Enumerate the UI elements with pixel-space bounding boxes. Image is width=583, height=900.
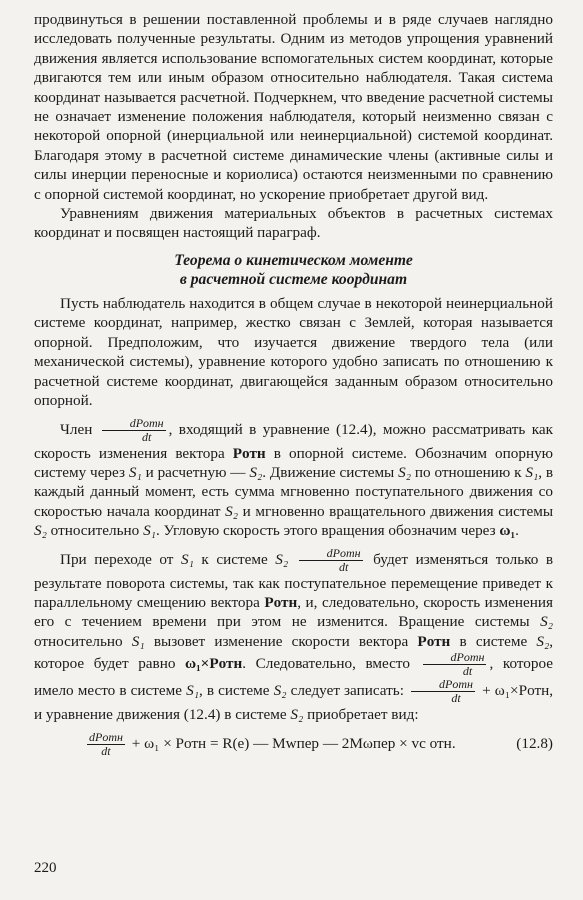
text-run: , которое имело место в системе [34,655,553,700]
heading-line-2: в расчетной системе координат [179,271,408,289]
text-run: в опорной системе. Обозначим опорную систему через [34,444,554,481]
fraction-denominator: dt [141,429,152,444]
heading-line-1: Теорема о кинетическом моменте [174,251,413,269]
fraction-dp-dt [423,651,487,678]
equation-12-8 [34,731,553,758]
text-run: относительно [34,632,123,650]
fraction-numerator: dPотн [423,651,487,665]
paragraph-2: Уравнениям движения материальных объектов в расчетных системах координат и посвящен настоящий параграф. [34,205,553,242]
text-run: будет изменяться только в результате поворота системы, так как поступательное перемещение приведет к параллельному смещению вектора [34,550,554,611]
vector-symbol: Pотн [264,593,298,611]
paragraph-1: продвинуться в решении поставленной проблемы и в ряде случаев наглядно исследовать полученные результаты. Одним из методов упрощения уравнений движения является использование вспомогательных систем координат, которые двигаются тем или иным образом относительно наблюдателя. Такая система координат называется расчетной. Подчеркнем, что введение расчетной системы не означает изменение положения наблюдателя, который неизменно связан с некоторой опорной (инерциальной или неинерциальной) системой координат. Благодаря этому в расчетной системе динамические члены (активные силы и силы инерции переносные и кориолиса) остаются неизменными по сравнению с опорной системой координат, но ускорение приобретает другой вид. [34,11,553,203]
text-run: по отношению к [414,463,522,481]
vector-symbol: Pотн [232,444,266,462]
fraction-numerator: dPотн [89,729,123,744]
math-symbol: S₂ [34,522,47,540]
math-symbol: S₁ [128,463,142,481]
math-symbol: S₁ [186,682,199,700]
text-run: , входящий в уравнение (12.4), можно рассматривать как скорость изменения вектора [34,420,553,462]
text-run: . Следовательно, вместо [242,655,410,673]
text-run: вызовет изменение скорости вектора [153,632,409,650]
math-symbol: S₂ [273,682,287,700]
text-run: и мгновенно вращательного движения системы [242,502,554,520]
fraction-numerator: dPотн [299,547,363,561]
body-text [34,10,553,758]
math-symbol: S₂ [249,463,263,481]
fraction-dp-dt [411,678,475,705]
math-symbol: S₁ [181,550,194,568]
text-run: . [515,522,519,540]
text-run: , и, следовательно, скорость изменения его с течением времени при этом не изменится. Вращение системы [34,593,554,631]
math-symbol: S₂ [398,463,412,481]
text-run: , в системе [198,682,270,700]
text-run: Член [60,420,93,438]
fraction-denominator: dt [101,743,111,758]
vector-symbol: Pотн [417,632,451,650]
math-symbol: S₂ [536,632,550,650]
math-symbol: S₁ [131,632,145,650]
fraction-denominator: dt [451,691,461,706]
text-run: . Угловую скорость этого вращения обозначим через [155,522,496,540]
text-run: в системе [459,632,528,650]
text-run: . Движение системы [262,463,395,481]
text-run: + ω₁×Pотн, и уравнение движения (12.4) в системе [34,682,554,724]
fraction-dp-dt [299,547,363,574]
section-heading [34,251,553,290]
page-number: 220 [34,860,57,876]
math-symbol: S₂ [290,706,304,724]
text-run: к системе [201,550,268,568]
fraction-denominator: dt [338,559,349,574]
math-symbol: S₁ [525,463,539,481]
fraction-dp-dt [87,731,125,758]
paragraph-5 [34,547,553,725]
fraction-numerator: dPотн [102,417,166,431]
text-run: , в каждый данный момент, есть сумма мгновенно поступательного движения со скоростью начала координат [34,463,554,520]
equation-body [34,731,456,758]
equation-rhs: + ω₁ × Pотн = R(e) — Mwпер — 2Mωпер × vc отн. [131,734,456,752]
vector-product: ω₁×Pотн [185,655,243,673]
vector-symbol: ω₁ [499,522,516,540]
fraction-numerator: dPотн [411,678,475,692]
paragraph-3: Пусть наблюдатель находится в общем случае в некоторой неинерциальной системе координат, например, жестко связан с Землей, которая называется опорной. Предположим, что изучается движение твердого тела (или механической системы), уравнение которого удобно записать по отношению к расчетной системе координат, двигающейся заданным образом относительно опорной. [34,295,553,410]
math-symbol: S₁ [143,522,156,540]
text-run: , которое будет равно [34,632,554,673]
text-run: приобретает вид: [307,706,419,724]
text-run: При переходе от [60,550,174,568]
fraction-dp-dt [102,417,166,444]
text-run: следует записать: [290,682,404,700]
math-symbol: S₂ [225,502,239,520]
fraction-denominator: dt [462,664,473,679]
equation-number: (12.8) [516,735,553,753]
math-symbol: S₂ [540,613,553,631]
text-run: относительно [50,522,140,540]
paragraph-4 [34,417,553,541]
text-run: и расчетную — [145,463,246,481]
math-symbol: S₂ [275,550,289,568]
